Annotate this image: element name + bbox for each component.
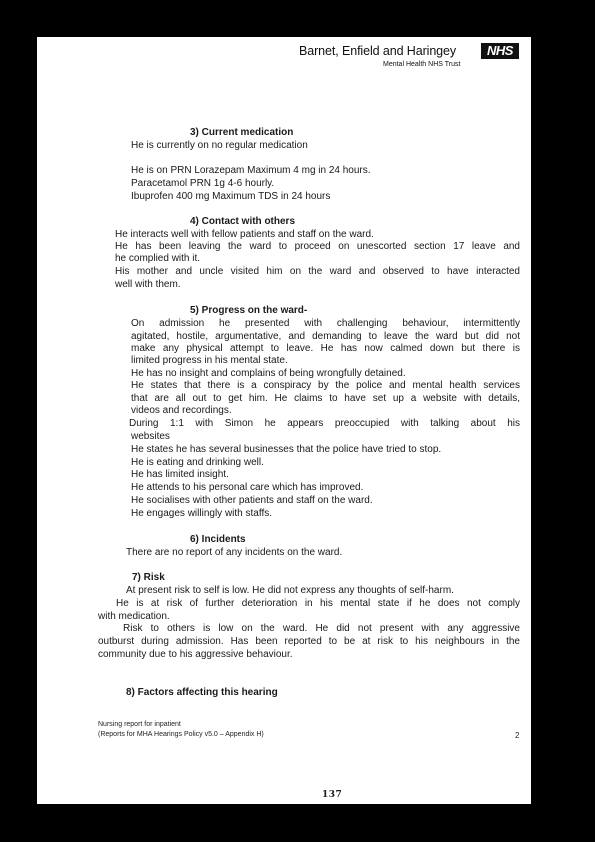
text-line: with medication.	[98, 611, 170, 622]
text-line: His mother and uncle visited him on the ward and observed to have interacted	[115, 266, 520, 277]
text-line: that are all out to get him. He claims to have set up a website with details,	[131, 393, 520, 404]
text-line: limited progress in his mental state.	[131, 355, 288, 366]
text-line: He is currently on no regular medication	[131, 140, 308, 151]
text-line: He engages willingly with staffs.	[131, 508, 272, 519]
text-line: community due to his aggressive behaviour.	[98, 649, 293, 660]
text-line: He has been leaving the ward to proceed on unescorted section 17 leave and	[115, 241, 520, 252]
text-line: make any physical attempt to leave. He has now calmed down but there is	[131, 343, 520, 354]
trust-subtitle: Mental Health NHS Trust	[383, 61, 461, 68]
text-line: He attends to his personal care which has improved.	[131, 482, 364, 493]
text-line: He socialises with other patients and staff on the ward.	[131, 495, 373, 506]
text-line: Paracetamol PRN 1g 4-6 hourly.	[131, 178, 275, 189]
text-line: There are no report of any incidents on the ward.	[126, 547, 343, 558]
footer-line: Nursing report for inpatient	[98, 721, 181, 728]
page-number: 2	[515, 731, 520, 740]
document-page	[37, 37, 531, 804]
section-heading: 8) Factors affecting this hearing	[126, 687, 278, 698]
nhs-logo: NHS	[481, 43, 519, 59]
text-line: videos and recordings.	[131, 405, 232, 416]
section-heading: 3) Current medication	[190, 127, 294, 138]
footer-line: (Reports for MHA Hearings Policy v5.0 – Appendix H)	[98, 731, 264, 738]
text-line: On admission he presented with challenging behaviour, intermittently	[131, 318, 520, 329]
text-line: During 1:1 with Simon he appears preoccupied with talking about his	[129, 418, 520, 429]
section-heading: 6) Incidents	[190, 534, 246, 545]
section-heading: 4) Contact with others	[190, 216, 296, 227]
text-line: Risk to others is low on the ward. He did not present with any aggressive	[123, 623, 520, 634]
text-line: At present risk to self is low. He did not express any thoughts of self-harm.	[126, 585, 454, 596]
bates-stamp: 137	[322, 790, 343, 800]
text-line: He states he has several businesses that the police have tried to stop.	[131, 444, 442, 455]
text-line: well with them.	[115, 279, 181, 290]
text-line: He has no insight and complains of being wrongfully detained.	[131, 368, 406, 379]
text-line: Ibuprofen 400 mg Maximum TDS in 24 hours	[131, 191, 331, 202]
text-line: he complied with it.	[115, 253, 201, 264]
trust-name: Barnet, Enfield and Haringey	[299, 44, 457, 58]
text-line: He interacts well with fellow patients and staff on the ward.	[115, 229, 374, 240]
text-line: He has limited insight.	[131, 469, 229, 480]
section-heading: 5) Progress on the ward-	[190, 305, 308, 316]
text-line: websites	[131, 431, 170, 442]
text-line: He is eating and drinking well.	[131, 457, 264, 468]
text-line: agitated, hostile, argumentative, and demanding to leave the ward but did not	[131, 331, 520, 342]
text-line: He is on PRN Lorazepam Maximum 4 mg in 24 hours.	[131, 165, 371, 176]
text-line: outburst during admission. Has been reported to be at risk to his neighbours in the	[98, 636, 520, 647]
text-line: He states that there is a conspiracy by the police and mental health services	[131, 380, 520, 391]
text-line: He is at risk of further deterioration in his mental state if he does not comply	[116, 598, 520, 609]
section-heading: 7) Risk	[132, 572, 165, 583]
